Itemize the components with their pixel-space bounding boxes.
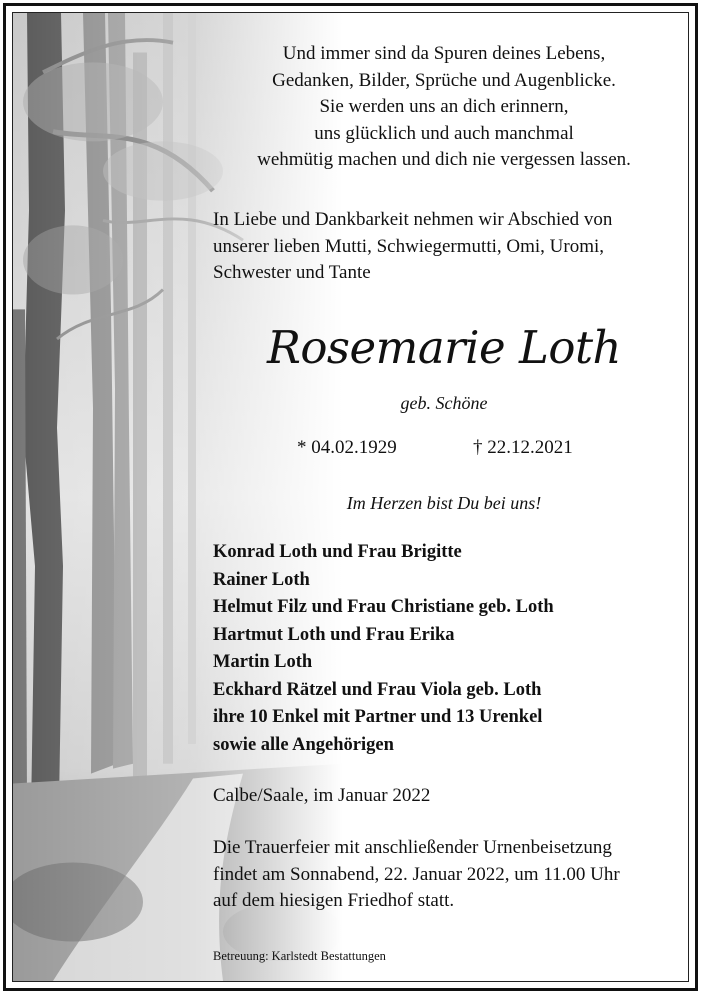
death-date: † 22.12.2021 bbox=[473, 437, 573, 458]
mourner-line: Hartmut Loth und Frau Erika bbox=[213, 624, 455, 645]
mourners-list bbox=[213, 539, 683, 759]
funeral-line: findet am Sonnabend, 22. Januar 2022, um 11.00 Uhr bbox=[213, 863, 620, 885]
mourner-line: Konrad Loth und Frau Brigitte bbox=[213, 542, 462, 562]
motto: Im Herzen bist Du bei uns! bbox=[346, 493, 542, 513]
mourner-line: ihre 10 Enkel mit Partner und 13 Urenkel bbox=[213, 707, 543, 727]
obituary-text bbox=[209, 13, 679, 981]
deceased-name: Rosemarie Loth bbox=[266, 321, 622, 374]
poem-line: Gedanken, Bilder, Sprüche und Augenblicke. bbox=[272, 69, 616, 91]
farewell-intro bbox=[213, 207, 683, 287]
poem-line: Sie werden uns an dich erinnern, bbox=[319, 96, 569, 118]
poem-line: wehmütig machen und dich nie vergessen lassen. bbox=[257, 149, 631, 171]
funeral-line: auf dem hiesigen Friedhof statt. bbox=[213, 890, 455, 912]
place-date: Calbe/Saale, im Januar 2022 bbox=[213, 785, 431, 806]
poem-line: Und immer sind da Spuren deines Lebens, bbox=[282, 43, 606, 64]
poem-line: uns glücklich und auch manchmal bbox=[314, 122, 574, 144]
funeral-line: Die Trauerfeier mit anschließender Urnenbeisetzung bbox=[213, 837, 612, 858]
memorial-poem bbox=[209, 41, 679, 174]
obituary-frame bbox=[12, 12, 689, 982]
intro-line: unserer lieben Mutti, Schwiegermutti, Omi, Uromi, bbox=[213, 235, 605, 257]
mourner-line: sowie alle Angehörigen bbox=[213, 734, 394, 755]
intro-line: Schwester und Tante bbox=[213, 262, 371, 284]
mourner-line: Martin Loth bbox=[213, 652, 313, 672]
mourner-line: Rainer Loth bbox=[213, 569, 310, 590]
mourner-line: Eckhard Rätzel und Frau Viola geb. Loth bbox=[213, 679, 542, 700]
birth-date: * 04.02.1929 bbox=[297, 437, 397, 458]
mourner-line: Helmut Filz und Frau Christiane geb. Loth bbox=[213, 597, 554, 617]
outer-border bbox=[3, 3, 698, 991]
funeral-details bbox=[213, 835, 683, 915]
birth-name: geb. Schöne bbox=[400, 393, 488, 413]
funeral-home-credit: Betreuung: Karlstedt Bestattungen bbox=[213, 949, 386, 963]
intro-line: In Liebe und Dankbarkeit nehmen wir Abschied von bbox=[213, 209, 613, 230]
